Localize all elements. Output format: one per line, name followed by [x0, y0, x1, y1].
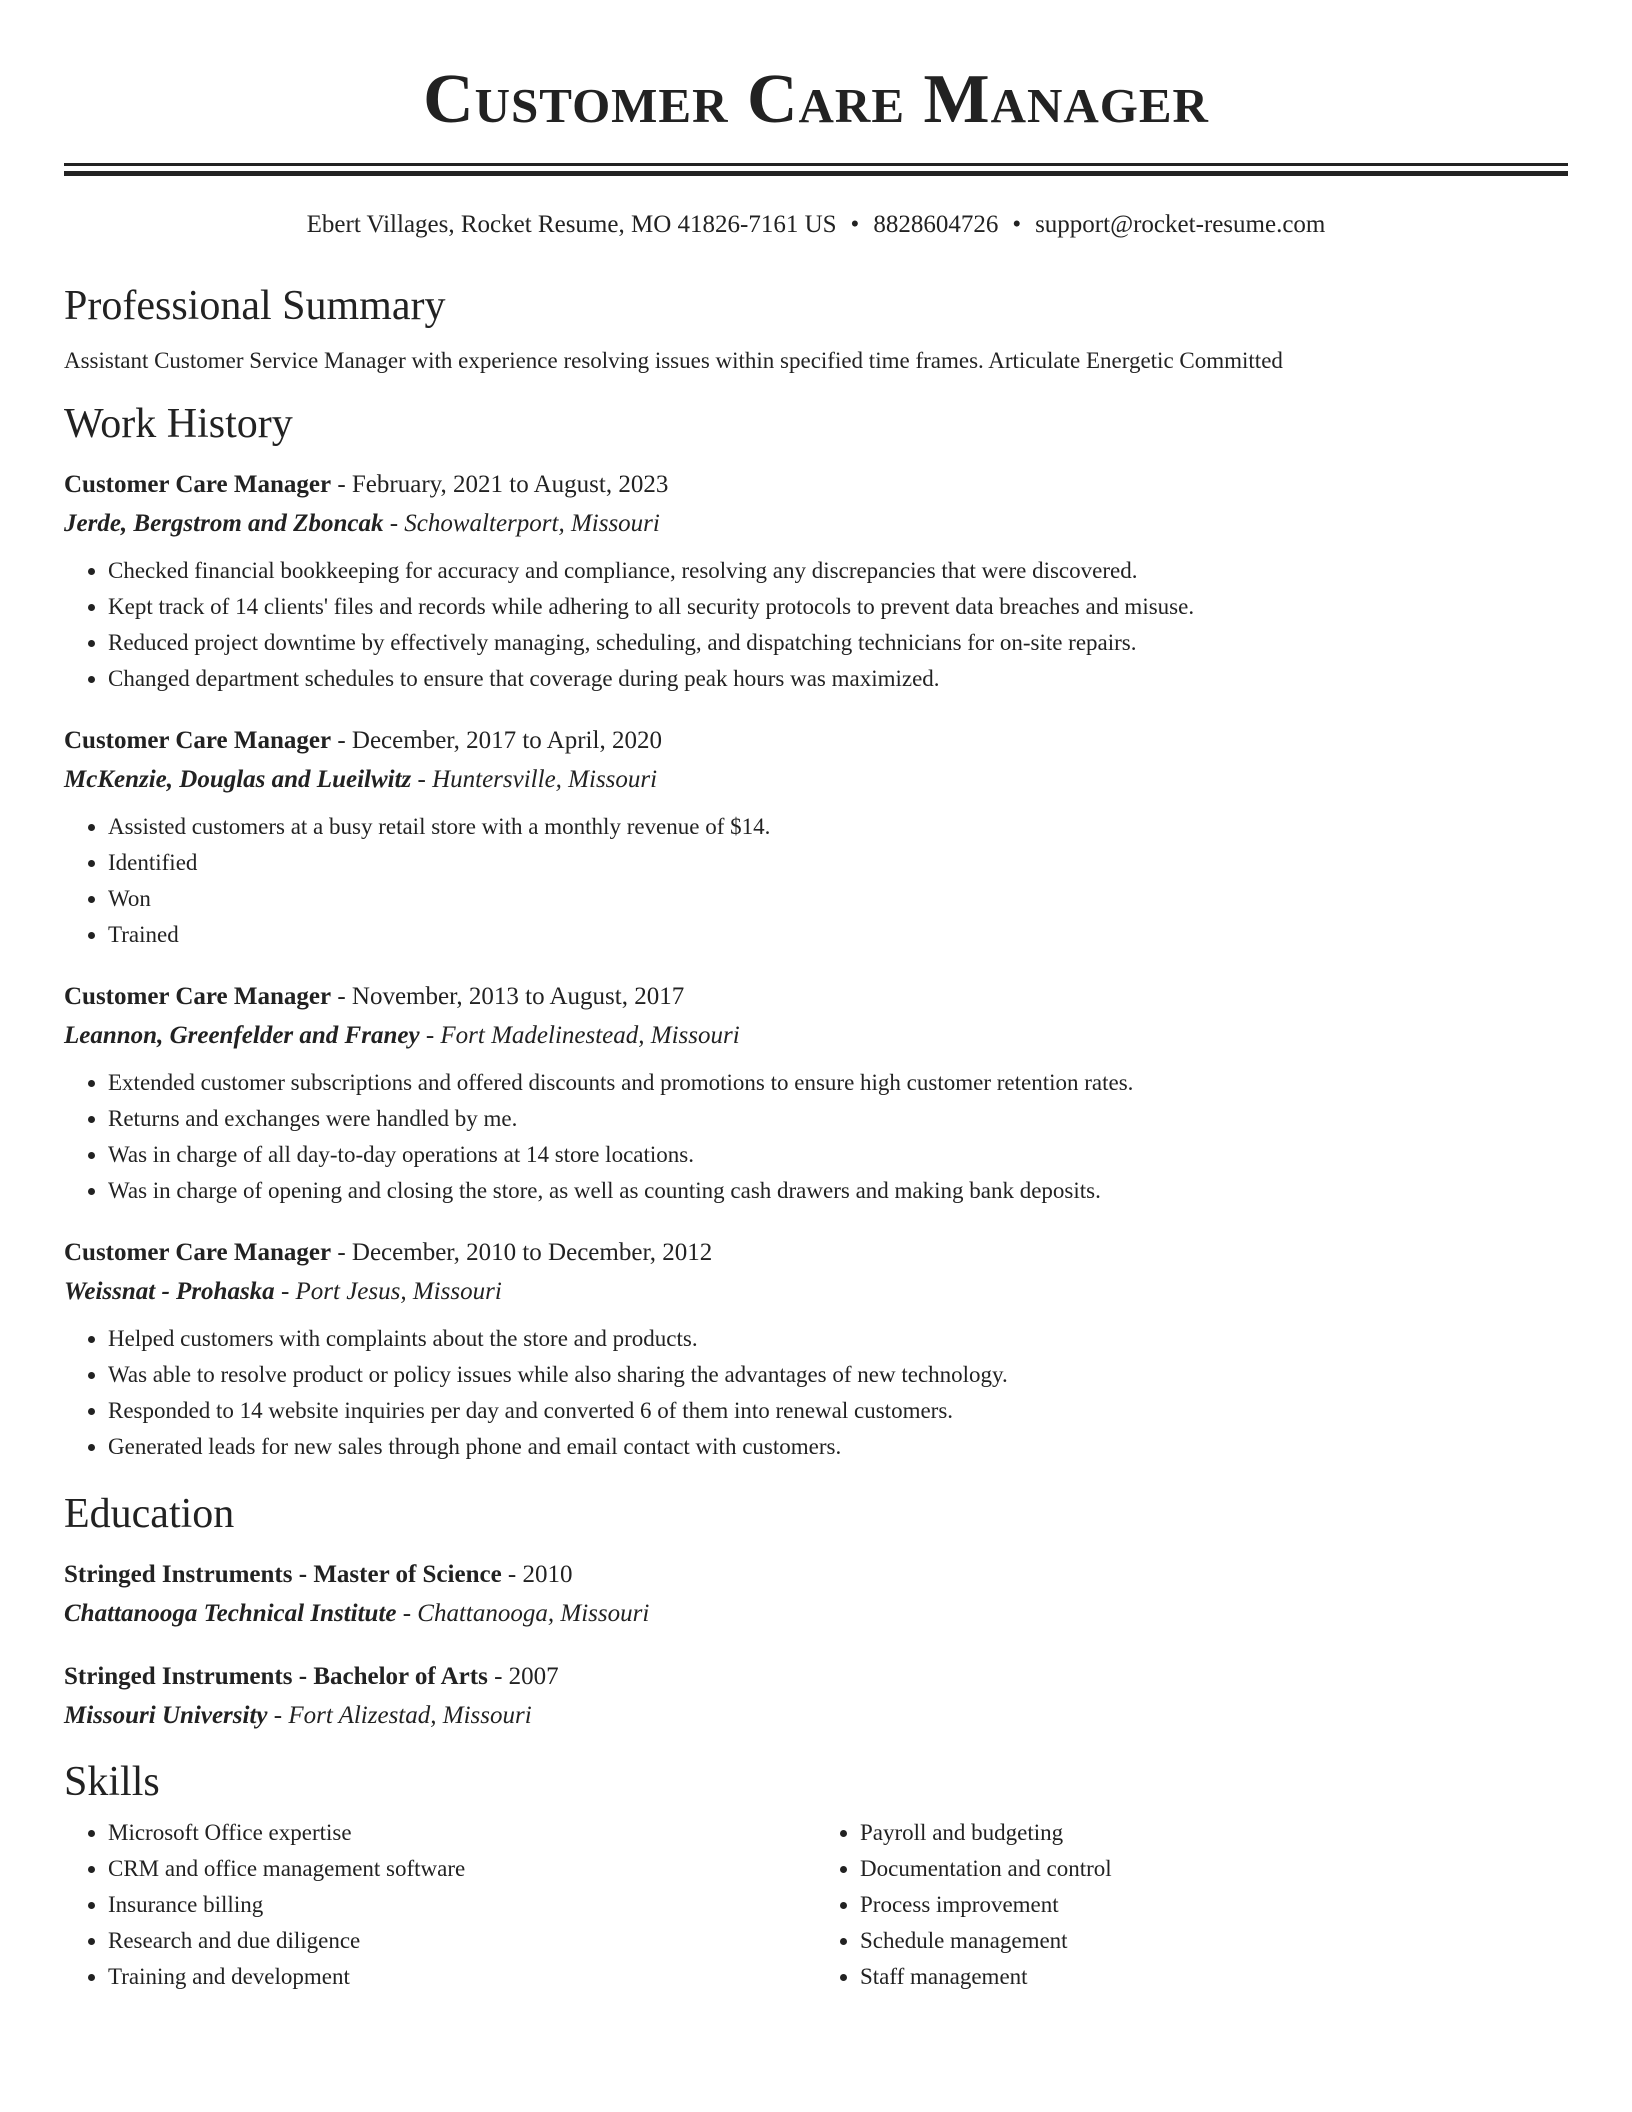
- education-school-line: [64, 1594, 1568, 1633]
- skill-item: • Staff management: [860, 1959, 1568, 1995]
- skill-item: • Payroll and budgeting: [860, 1815, 1568, 1851]
- job-entry: [64, 1233, 1568, 1465]
- contact-phone: 8828604726: [873, 211, 999, 238]
- job-company-line: [64, 1272, 1568, 1311]
- contact-line: [64, 209, 1568, 241]
- job-title-line: [64, 977, 1568, 1016]
- job-title-line: [64, 465, 1568, 504]
- list-item: • Assisted customers at a busy retail store with a monthly revenue of $14.: [108, 809, 1568, 845]
- contact-address: Ebert Villages, Rocket Resume, MO 41826-7161 US: [306, 211, 837, 238]
- job-company: Jerde, Bergstrom and Zboncak: [64, 510, 384, 537]
- summary-heading: Professional Summary: [64, 283, 446, 329]
- education-degree: Stringed Instruments - Bachelor of Arts: [64, 1663, 488, 1690]
- job-company-line: [64, 760, 1568, 799]
- job-dates: - December, 2010 to December, 2012: [331, 1239, 713, 1266]
- list-item: • Responded to 14 website inquiries per day and converted 6 of them into renewal customers.: [108, 1393, 1568, 1429]
- job-company-line: [64, 1016, 1568, 1055]
- education-entry: [64, 1555, 1568, 1633]
- education-entry: [64, 1657, 1568, 1735]
- contact-email: support@rocket-resume.com: [1035, 211, 1326, 238]
- education-school: Missouri University: [64, 1702, 268, 1729]
- skills-list-right: [816, 1815, 1568, 1995]
- list-item: • Kept track of 14 clients' files and records while adhering to all security protocols to prevent data breaches and misuse.: [108, 589, 1568, 625]
- job-location: - Fort Madelinestead, Missouri: [419, 1022, 740, 1049]
- skill-item: • Process improvement: [860, 1887, 1568, 1923]
- job-company: Weissnat - Prohaska: [64, 1278, 275, 1305]
- job-duties-list: [64, 809, 1568, 953]
- work-history-list: [64, 465, 1568, 1465]
- job-location: - Schowalterport, Missouri: [383, 510, 660, 537]
- list-item: • Checked financial bookkeeping for accuracy and compliance, resolving any discrepancies that were discovered.: [108, 553, 1568, 589]
- job-title: Customer Care Manager: [64, 983, 332, 1010]
- education-degree-line: [64, 1657, 1568, 1696]
- education-heading: Education: [64, 1491, 235, 1537]
- list-item: • Was in charge of opening and closing the store, as well as counting cash drawers and making bank deposits.: [108, 1173, 1568, 1209]
- job-entry: [64, 977, 1568, 1209]
- list-item: • Trained: [108, 917, 1568, 953]
- job-title: Customer Care Manager: [64, 471, 332, 498]
- job-entry: [64, 721, 1568, 953]
- header-divider-thin: [64, 163, 1568, 166]
- education-location: - Fort Alizestad, Missouri: [267, 1702, 532, 1729]
- job-title-line: [64, 721, 1568, 760]
- work-history-heading: Work History: [64, 401, 293, 447]
- list-item: • Returns and exchanges were handled by me.: [108, 1101, 1568, 1137]
- skill-item: • Training and development: [108, 1959, 816, 1995]
- job-location: - Huntersville, Missouri: [411, 766, 658, 793]
- education-year: - 2010: [501, 1561, 573, 1588]
- education-degree: Stringed Instruments - Master of Science: [64, 1561, 502, 1588]
- list-item: • Reduced project downtime by effectively managing, scheduling, and dispatching technicians for on-site repairs.: [108, 625, 1568, 661]
- job-title: Customer Care Manager: [64, 1239, 332, 1266]
- skill-item: • Microsoft Office expertise: [108, 1815, 816, 1851]
- list-item: • Was in charge of all day-to-day operations at 14 store locations.: [108, 1137, 1568, 1173]
- education-school: Chattanooga Technical Institute: [64, 1600, 397, 1627]
- list-item: • Was able to resolve product or policy issues while also sharing the advantages of new technology.: [108, 1357, 1568, 1393]
- job-dates: - February, 2021 to August, 2023: [331, 471, 669, 498]
- skill-item: • Documentation and control: [860, 1851, 1568, 1887]
- header-divider-thick: [64, 171, 1568, 176]
- list-item: • Helped customers with complaints about the store and products.: [108, 1321, 1568, 1357]
- job-company: McKenzie, Douglas and Lueilwitz: [64, 766, 412, 793]
- job-dates: - November, 2013 to August, 2017: [331, 983, 685, 1010]
- job-duties-list: [64, 1065, 1568, 1209]
- skills-list-left: [64, 1815, 816, 1995]
- list-item: • Extended customer subscriptions and offered discounts and promotions to ensure high customer retention rates.: [108, 1065, 1568, 1101]
- contact-separator: •: [1012, 211, 1022, 238]
- job-duties-list: [64, 1321, 1568, 1465]
- list-item: • Identified: [108, 845, 1568, 881]
- skill-item: • Schedule management: [860, 1923, 1568, 1959]
- education-degree-line: [64, 1555, 1568, 1594]
- skill-item: • Research and due diligence: [108, 1923, 816, 1959]
- contact-separator: •: [850, 211, 860, 238]
- job-company-line: [64, 504, 1568, 543]
- job-duties-list: [64, 553, 1568, 697]
- job-entry: [64, 465, 1568, 697]
- education-school-line: [64, 1696, 1568, 1735]
- list-item: • Generated leads for new sales through phone and email contact with customers.: [108, 1429, 1568, 1465]
- list-item: • Changed department schedules to ensure that coverage during peak hours was maximized.: [108, 661, 1568, 697]
- skill-item: • CRM and office management software: [108, 1851, 816, 1887]
- summary-text: Assistant Customer Service Manager with experience resolving issues within specified time frames. Articulate Energetic Committed: [64, 348, 1283, 373]
- page-title: Customer Care Manager: [423, 61, 1209, 138]
- job-title-line: [64, 1233, 1568, 1272]
- job-title: Customer Care Manager: [64, 727, 332, 754]
- education-location: - Chattanooga, Missouri: [396, 1600, 650, 1627]
- job-company: Leannon, Greenfelder and Franey: [64, 1022, 420, 1049]
- skill-item: • Insurance billing: [108, 1887, 816, 1923]
- list-item: • Won: [108, 881, 1568, 917]
- education-year: - 2007: [487, 1663, 559, 1690]
- job-location: - Port Jesus, Missouri: [274, 1278, 502, 1305]
- skills-grid: [64, 1815, 1568, 1995]
- job-dates: - December, 2017 to April, 2020: [331, 727, 662, 754]
- skills-heading: Skills: [64, 1759, 160, 1805]
